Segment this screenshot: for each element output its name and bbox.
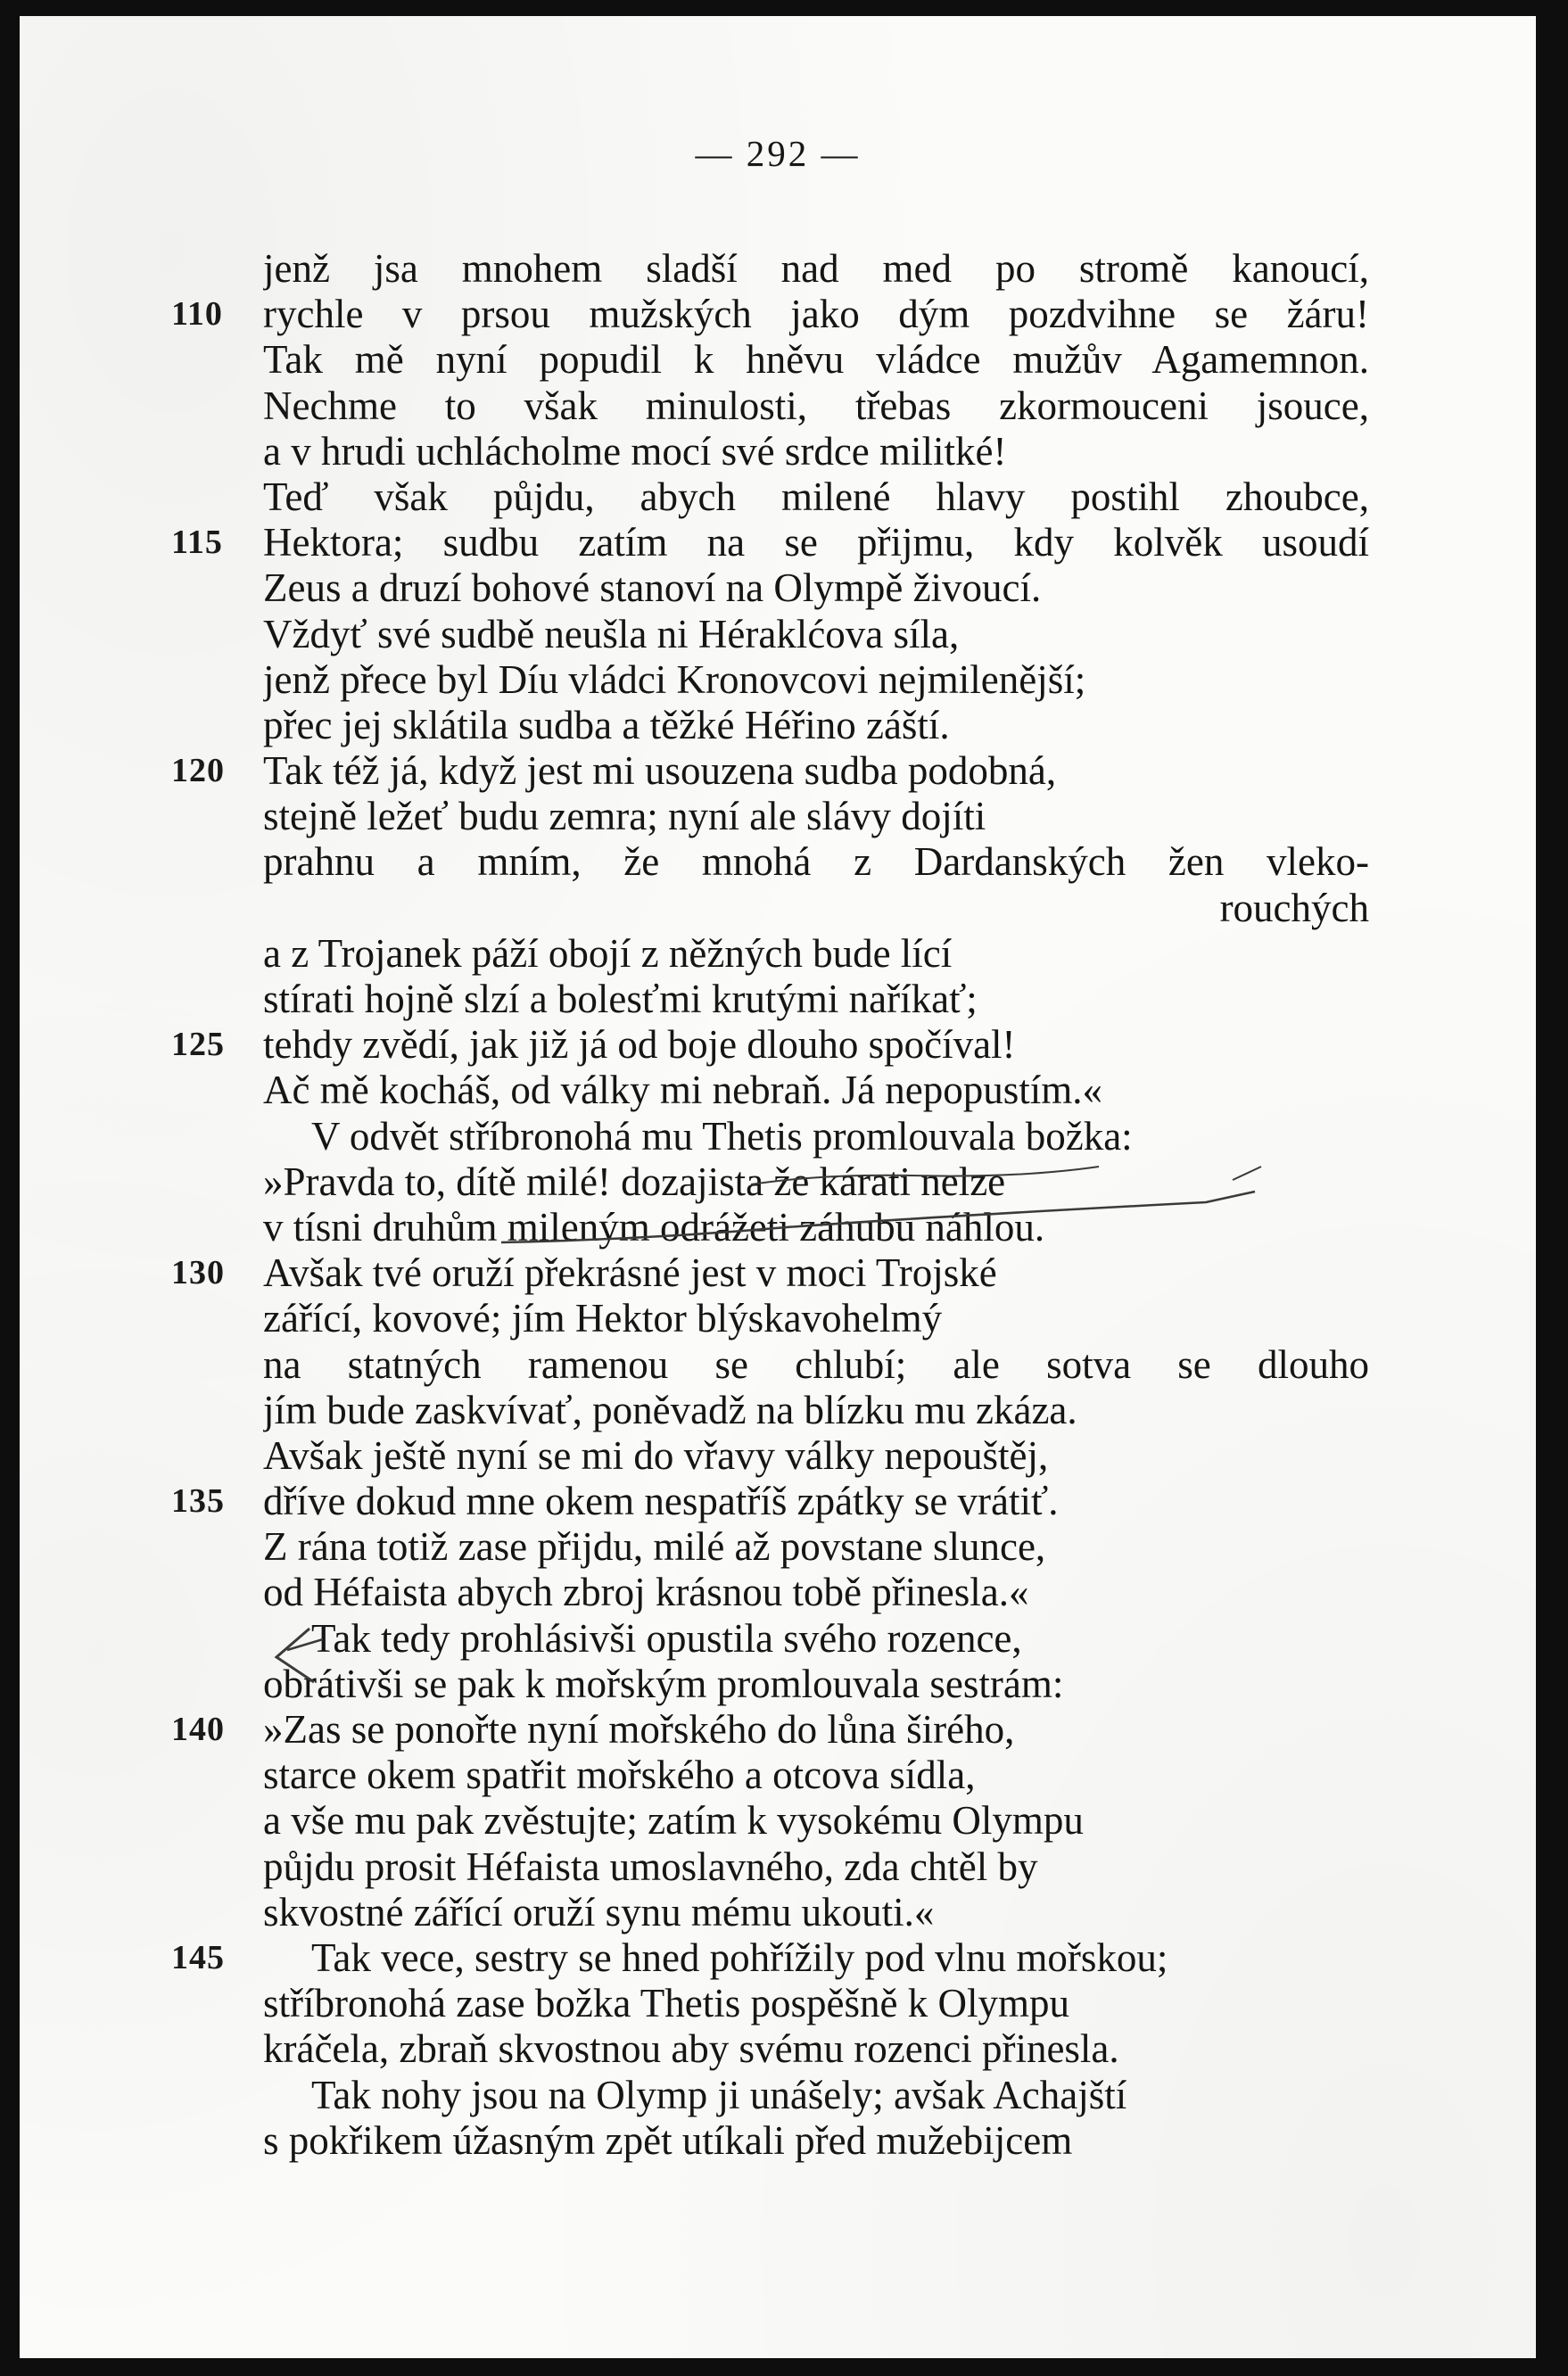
poem-line — [20, 2026, 1536, 2072]
verse-text: Tak nohy jsou na Olymp ji unášely; avšak Achajští — [311, 2072, 1127, 2117]
verse-text: Tak též já, když jest mi usouzena sudba podobná, — [263, 748, 1057, 794]
poem-line — [20, 794, 1536, 839]
poem-line — [20, 384, 1536, 429]
line-number: 135 — [171, 1482, 225, 1521]
verse-text: prahnu a mním, že mnohá z Dardanských žen vleko- — [263, 839, 1369, 885]
verse-text: jenž přece byl Díu vládci Kronovcovi nejmilenější; — [263, 656, 1086, 702]
poem-line — [20, 1114, 1536, 1159]
poem-line — [20, 1296, 1536, 1341]
poem-line — [20, 292, 1536, 337]
poem-line — [20, 1570, 1536, 1615]
verse-text: Ač mě kocháš, od války mi nebraň. Já nepopustím.« — [263, 1068, 1103, 1113]
poem-line — [20, 612, 1536, 657]
poem-line — [20, 1250, 1536, 1296]
verse-text: v tísni druhům mileným odrážeti záhubu náhlou. — [263, 1204, 1045, 1250]
verse-text: přec jej sklátila sudba a těžké Héřino záští. — [263, 702, 950, 747]
line-number: 125 — [171, 1026, 225, 1064]
verse-text: Teď však půjdu, abych milené hlavy postihl zhoubce, — [263, 474, 1369, 519]
poem-line — [20, 1753, 1536, 1798]
poem-line — [20, 1388, 1536, 1433]
verse-text: Avšak tvé oruží překrásné jest v moci Trojské — [263, 1250, 997, 1296]
poem-line — [20, 1844, 1536, 1890]
verse-text: půjdu prosit Héfaista umoslavného, zda chtěl by — [263, 1844, 1038, 1889]
poem-line — [20, 1433, 1536, 1479]
poem-line — [20, 246, 1536, 292]
verse-text: a vše mu pak zvěstujte; zatím k vysokému Olympu — [263, 1798, 1084, 1844]
poem-line — [20, 748, 1536, 794]
verse-text: »Zas se ponořte nyní mořského do lůna širého, — [263, 1707, 1015, 1752]
poem-line — [20, 1068, 1536, 1113]
verse-text: rychle v prsou mužských jako dým pozdvihne se žáru! — [263, 292, 1369, 337]
verse-text: jenž jsa mnohem sladší nad med po stromě kanoucí, — [263, 246, 1369, 291]
verse-text: stejně ležeť budu zemra; nyní ale slávy dojíti — [263, 794, 986, 839]
poem-line — [20, 1524, 1536, 1570]
verse-text: Z rána totiž zase přijdu, milé až povstane slunce, — [263, 1524, 1046, 1570]
verse-text: jím bude zaskvívať, poněvadž na blízku mu zkáza. — [263, 1387, 1077, 1432]
poem-line — [20, 1798, 1536, 1844]
poem-line — [20, 1205, 1536, 1250]
poem-line — [20, 2073, 1536, 2118]
poem-line — [20, 931, 1536, 977]
poem-text — [20, 246, 1536, 2164]
poem-line — [20, 429, 1536, 474]
poem-line — [20, 1022, 1536, 1068]
poem-line — [20, 1662, 1536, 1707]
verse-text: Tak vece, sestry se hned pohřížily pod vlnu mořskou; — [311, 1935, 1168, 1980]
verse-text: rouchých — [1219, 885, 1369, 930]
verse-text: na statných ramenou se chlubí; ale sotva se dlouho — [263, 1341, 1369, 1387]
verse-text: Vždyť své sudbě neušla ni Héraklćova síla, — [263, 611, 960, 656]
poem-line — [20, 1981, 1536, 2026]
verse-text: »Pravda to, dítě milé! dozajista že kárati nelze — [263, 1159, 1006, 1204]
verse-text: zářící, kovové; jím Hektor blýskavohelmý — [263, 1296, 943, 1341]
verse-text: Zeus a druzí bohové stanoví na Olympě živoucí. — [263, 565, 1042, 611]
poem-line — [20, 839, 1536, 885]
poem-line — [20, 565, 1536, 611]
verse-text: a v hrudi uchlácholme mocí své srdce militké! — [263, 428, 1007, 474]
poem-line — [20, 1707, 1536, 1753]
poem-line — [20, 1479, 1536, 1524]
verse-text: stírati hojně slzí a bolesťmi krutými naříkať; — [263, 977, 978, 1021]
poem-line — [20, 2118, 1536, 2164]
verse-text: Hektora; sudbu zatím na se přijmu, kdy kolvěk usoudí — [263, 520, 1369, 565]
line-number: 110 — [171, 295, 223, 334]
verse-text: V odvět stříbronohá mu Thetis promlouvala božka: — [311, 1113, 1133, 1159]
poem-line — [20, 1159, 1536, 1205]
verse-text: Avšak ještě nyní se mi do vřavy války nepouštěj, — [263, 1432, 1049, 1478]
verse-text: Tak mě nyní popudil k hněvu vládce mužův Agamemnon. — [263, 337, 1369, 383]
line-number: 145 — [171, 1938, 225, 1976]
page-number: — 292 — — [695, 133, 861, 174]
poem-line — [20, 520, 1536, 565]
verse-text: Nechme to však minulosti, třebas zkormouceni jsouce, — [263, 383, 1369, 428]
verse-text: starce okem spatřit mořského a otcova sídla, — [263, 1753, 976, 1798]
poem-line — [20, 977, 1536, 1022]
verse-text: stříbronohá zase božka Thetis pospěšně k Olympu — [263, 1981, 1069, 2026]
verse-text: od Héfaista abych zbroj krásnou tobě přinesla.« — [263, 1570, 1029, 1615]
verse-text: obrátivši se pak k mořským promlouvala sestrám: — [263, 1661, 1064, 1706]
poem-line — [20, 1935, 1536, 1981]
poem-line — [20, 1616, 1536, 1662]
line-number: 120 — [171, 752, 225, 790]
verse-text: Tak tedy prohlásivši opustila svého rozence, — [311, 1615, 1022, 1661]
poem-line — [20, 1890, 1536, 1935]
verse-text: a z Trojanek páží obojí z něžných bude lící — [263, 930, 953, 976]
poem-line — [20, 657, 1536, 703]
poem-line — [20, 474, 1536, 520]
line-number: 140 — [171, 1711, 225, 1748]
line-number: 115 — [171, 524, 223, 562]
book-page — [20, 16, 1536, 2358]
verse-text: skvostné zářící oruží synu mému ukouti.« — [263, 1889, 935, 1935]
verse-text: s pokřikem úžasným zpět utíkali před mužebijcem — [263, 2117, 1073, 2163]
verse-text: kráčela, zbraň skvostnou aby svému rozenci přinesla. — [263, 2026, 1119, 2072]
poem-line — [20, 1342, 1536, 1388]
poem-line — [20, 703, 1536, 748]
poem-line — [20, 886, 1536, 931]
verse-text: tehdy zvědí, jak již já od boje dlouho spočíval! — [263, 1022, 1016, 1068]
line-number: 130 — [171, 1254, 225, 1292]
poem-line — [20, 337, 1536, 383]
verse-text: dříve dokud mne okem nespatříš zpátky se vrátiť. — [263, 1479, 1059, 1524]
